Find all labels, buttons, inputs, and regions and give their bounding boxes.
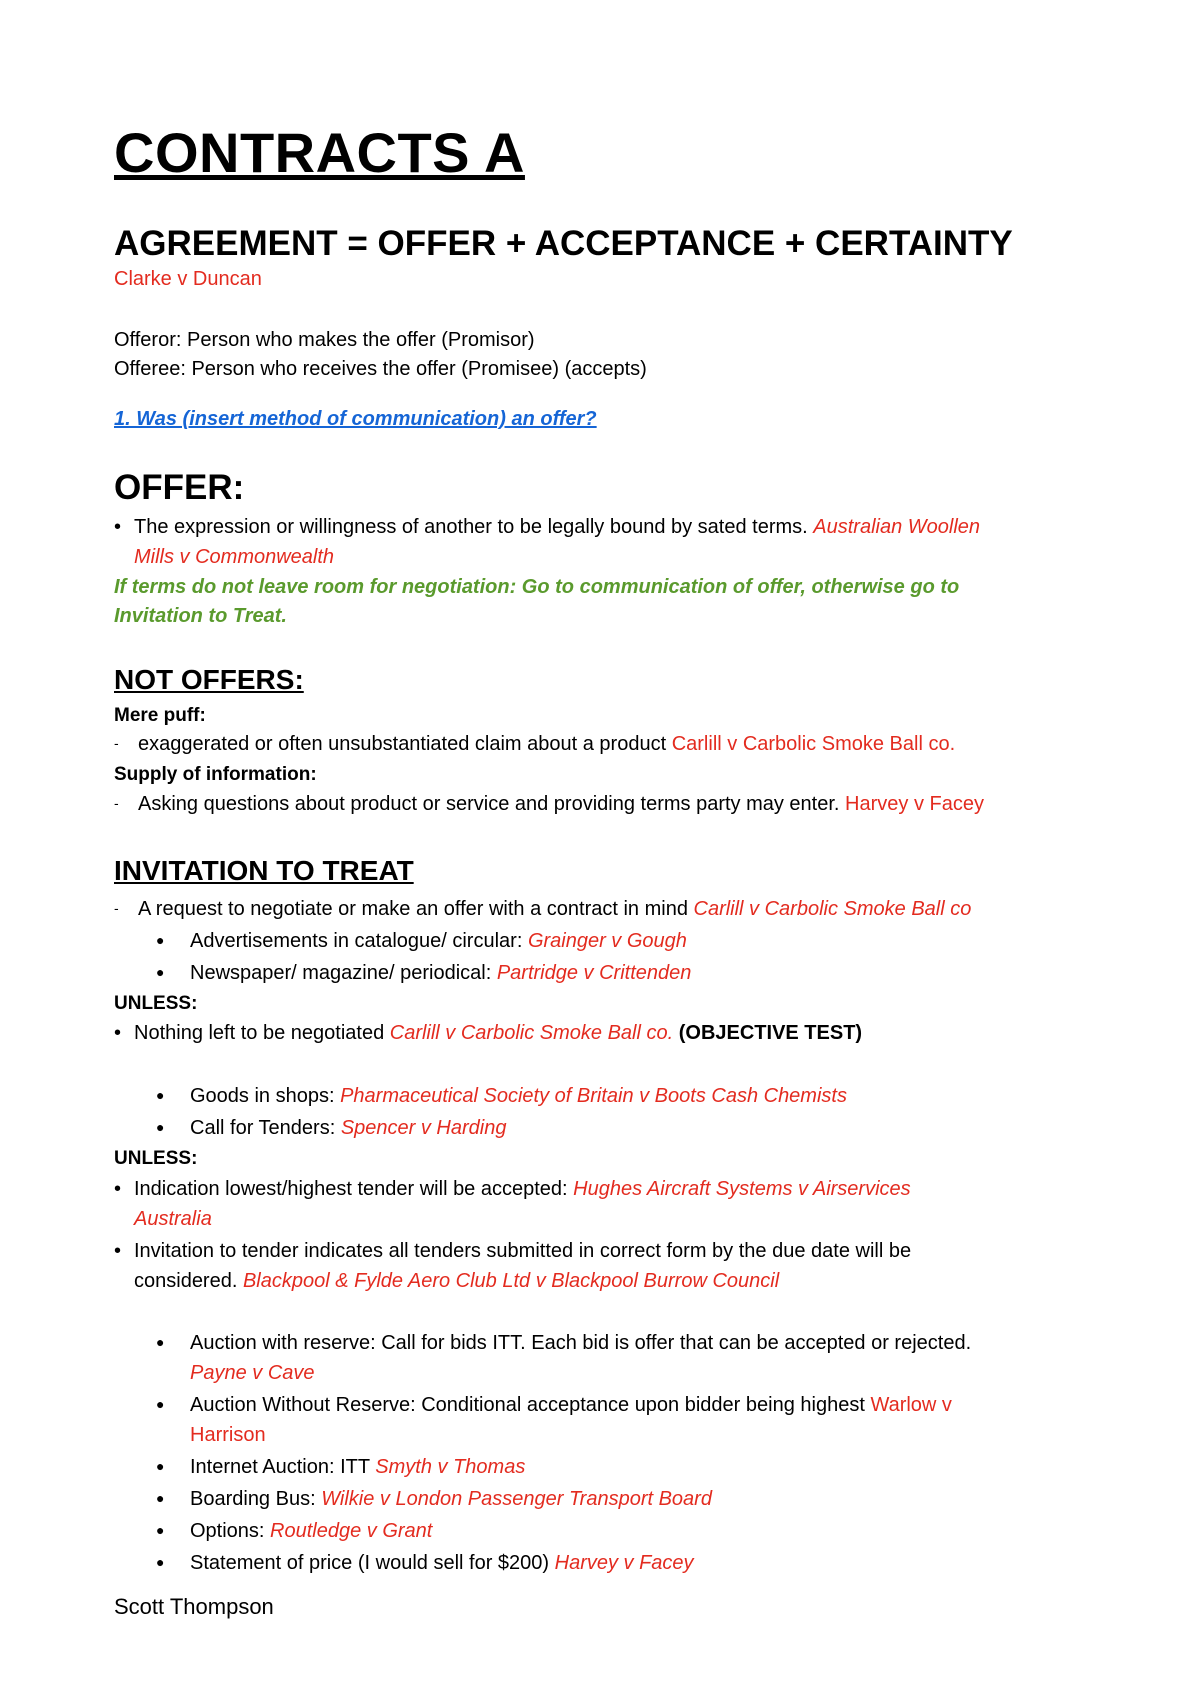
nothing-text: Nothing left to be negotiated (134, 1022, 390, 1044)
unless-label-1: UNLESS: (114, 993, 198, 1014)
bullet-icon: ● (156, 1522, 165, 1538)
invitation-tender-item (114, 1240, 911, 1263)
shops-case: Pharmaceutical Society of Britain v Boots Cash Chemists (340, 1085, 847, 1107)
auction-no-reserve-case-continued: Harrison (190, 1424, 266, 1446)
auction-nores-case: Warlow v (870, 1394, 952, 1416)
itt-ads-item (156, 930, 687, 953)
invite-text-2: considered. (134, 1270, 243, 1292)
lowest-highest-item (114, 1178, 911, 1201)
bullet-icon: ● (156, 932, 165, 948)
objective-test: (OBJECTIVE TEST) (673, 1022, 863, 1044)
price-text: Statement of price (I would sell for $200) (190, 1552, 555, 1574)
document-title: CONTRACTS A (114, 121, 525, 184)
itt-definition-text: A request to negotiate or make an offer with a contract in mind (138, 898, 694, 920)
offer-heading: OFFER: (114, 468, 245, 507)
bullet-icon: ● (156, 1458, 165, 1474)
bus-text: Boarding Bus: (190, 1488, 322, 1510)
bullet-icon: • (114, 1178, 122, 1200)
itt-news-item (156, 962, 691, 985)
tenders-text: Call for Tenders: (190, 1117, 341, 1139)
agreement-heading: AGREEMENT = OFFER + ACCEPTANCE + CERTAINTY (114, 224, 1013, 263)
invitation-tender-continued (134, 1270, 779, 1293)
options-item (156, 1520, 432, 1543)
info-text: Asking questions about product or service and providing terms party may enter. (138, 793, 846, 815)
ads-text: Advertisements in catalogue/ circular: (190, 930, 528, 952)
news-case: Partridge v Crittenden (496, 962, 692, 984)
call-tenders-item (156, 1117, 506, 1140)
offeror-definition: Offeror: Person who makes the offer (Promisor) (114, 329, 535, 351)
offer-note-line1: If terms do not leave room for negotiation: Go to communication of offer, otherwise go to (114, 576, 960, 598)
auction-reserve-item (156, 1332, 971, 1355)
internet-text: Internet Auction: ITT (190, 1456, 376, 1478)
invite-text: Invitation to tender indicates all tenders submitted in correct form by the due date will be (134, 1240, 912, 1262)
agreement-case: Clarke v Duncan (114, 268, 262, 290)
bullet-icon: ● (156, 1334, 165, 1350)
news-text: Newspaper/ magazine/ periodical: (190, 962, 497, 984)
bullet-icon: • (114, 516, 122, 538)
bullet-icon: ● (156, 1490, 165, 1506)
nothing-case: Carlill v Carbolic Smoke Ball co. (389, 1022, 674, 1044)
offer-definition-text: The expression or willingness of another to be legally bound by sated terms. (134, 516, 814, 538)
mere-puff-label: Mere puff: (114, 705, 206, 726)
itt-heading: INVITATION TO TREAT (114, 855, 414, 886)
auction-res-text: Auction with reserve: Call for bids ITT. Each bid is offer that can be accepted or rejected. (190, 1332, 972, 1354)
bullet-icon: ● (156, 1087, 165, 1103)
auction-nores-text: Auction Without Reserve: Conditional acceptance upon bidder being highest (190, 1394, 871, 1416)
itt-definition (114, 898, 971, 921)
itt-case: Carlill v Carbolic Smoke Ball co (693, 898, 972, 920)
price-case: Harvey v Facey (554, 1552, 694, 1574)
supply-info-label: Supply of information: (114, 764, 317, 785)
bullet-icon: ● (156, 1554, 165, 1570)
auction-reserve-case: Payne v Cave (190, 1362, 315, 1384)
lowest-case: Hughes Aircraft Systems v Airservices (573, 1178, 911, 1200)
bullet-icon: ● (156, 1119, 165, 1135)
tenders-case: Spencer v Harding (340, 1117, 507, 1139)
shops-text: Goods in shops: (190, 1085, 341, 1107)
puff-text-a: exaggerated (138, 733, 250, 755)
info-case: Harvey v Facey (845, 793, 984, 815)
auction-no-reserve-item (156, 1394, 952, 1417)
supply-info-item (114, 793, 984, 816)
footer-author: Scott Thompson (114, 1594, 274, 1619)
nothing-negotiated-item (114, 1022, 862, 1045)
unless-label-2: UNLESS: (114, 1148, 198, 1169)
bullet-icon: • (114, 1240, 122, 1262)
lowest-case-continued: Australia (134, 1208, 212, 1230)
goods-shops-item (156, 1085, 847, 1108)
offer-definition (114, 516, 980, 539)
mere-puff-item (114, 733, 955, 756)
ads-case: Grainger v Gough (527, 930, 687, 952)
bus-case: Wilkie v London Passenger Transport Board (321, 1488, 712, 1510)
options-text: Options: (190, 1520, 271, 1542)
bullet-icon: • (114, 1022, 122, 1044)
bullet-icon: ● (156, 964, 165, 980)
boarding-bus-item (156, 1488, 712, 1511)
puff-text-b: or often unsubstantiated claim about a product (249, 733, 672, 755)
question-link[interactable]: 1. Was (insert method of communication) an offer? (114, 408, 597, 430)
not-offers-heading: NOT OFFERS: (114, 664, 304, 695)
statement-price-item (156, 1552, 694, 1575)
offer-note-line2: Invitation to Treat. (114, 605, 287, 627)
lowest-text: Indication lowest/highest tender will be accepted: (134, 1178, 574, 1200)
internet-case: Smyth v Thomas (375, 1456, 526, 1478)
offer-case-continued: Mills v Commonwealth (134, 546, 335, 568)
offeree-definition: Offeree: Person who receives the offer (Promisee) (accepts) (114, 358, 647, 380)
options-case: Routledge v Grant (270, 1520, 433, 1542)
bullet-icon: ● (156, 1396, 165, 1412)
dash-bullet-icon: - (114, 735, 119, 751)
invite-case: Blackpool & Fylde Aero Club Ltd v Blackpool Burrow Council (242, 1270, 780, 1292)
internet-auction-item (156, 1456, 525, 1479)
dash-bullet-icon: - (114, 795, 119, 811)
puff-case: Carlill v Carbolic Smoke Ball co. (671, 733, 956, 755)
dash-bullet-icon: - (114, 900, 119, 916)
offer-case: Australian Woollen (813, 516, 981, 538)
